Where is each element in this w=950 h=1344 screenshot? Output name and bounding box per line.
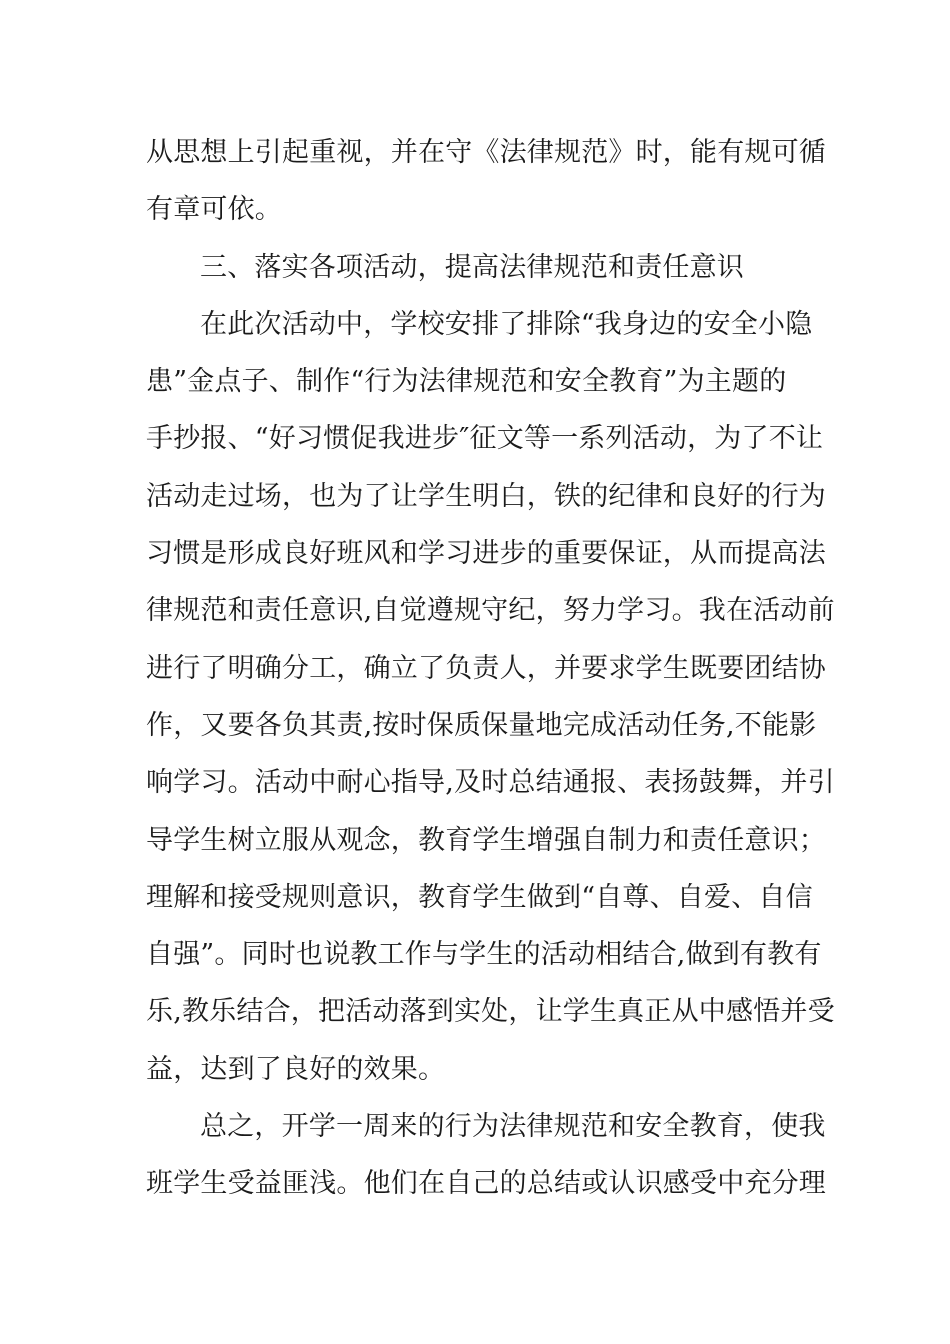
- text-line: 在此次活动中，学校安排了排除“我身边的安全小隐: [200, 308, 813, 340]
- text-line: 进行了明确分工，确立了负责人，并要求学生既要团结协: [146, 652, 826, 684]
- text-line: 活动走过场，也为了让学生明白，铁的纪律和良好的行为: [146, 480, 826, 512]
- text-line: 有章可依。: [146, 194, 282, 226]
- text-line: 律规范和责任意识,自觉遵规守纪，努力学习。我在活动前: [146, 595, 835, 627]
- text-line: 自强”。同时也说教工作与学生的活动相结合,做到有教有: [146, 939, 822, 971]
- text-line: 从思想上引起重视，并在守《法律规范》时，能有规可循: [146, 137, 826, 168]
- text-line: 患”金点子、制作“行为法律规范和安全教育”为主题的: [146, 366, 787, 398]
- text-line: 乐,教乐结合，把活动落到实处，让学生真正从中感悟并受: [146, 996, 835, 1028]
- text-line: 益，达到了良好的效果。: [146, 1053, 446, 1085]
- text-line: 手抄报、“好习惯促我进步″征文等一系列活动，为了不让: [146, 423, 824, 455]
- text-line: 理解和接受规则意识，教育学生做到“自尊、自爱、自信: [146, 881, 813, 913]
- section-heading: 三、落实各项活动，提高法律规范和责任意识: [200, 251, 744, 283]
- document-body: [146, 124, 835, 1213]
- text-line: 习惯是形成良好班风和学习进步的重要保证，从而提高法: [146, 538, 826, 570]
- text-line: 班学生受益匪浅。他们在自己的总结或认识感受中充分理: [146, 1168, 826, 1200]
- text-line: 导学生树立服从观念，教育学生增强自制力和责任意识；: [146, 824, 826, 856]
- text-line: 总之，开学一周来的行为法律规范和安全教育，使我: [200, 1111, 826, 1143]
- text-line: 作，又要各负其责,按时保质保量地完成活动任务,不能影: [146, 709, 817, 741]
- text-line: 响学习。活动中耐心指导,及时总结通报、表扬鼓舞，并引: [146, 767, 835, 799]
